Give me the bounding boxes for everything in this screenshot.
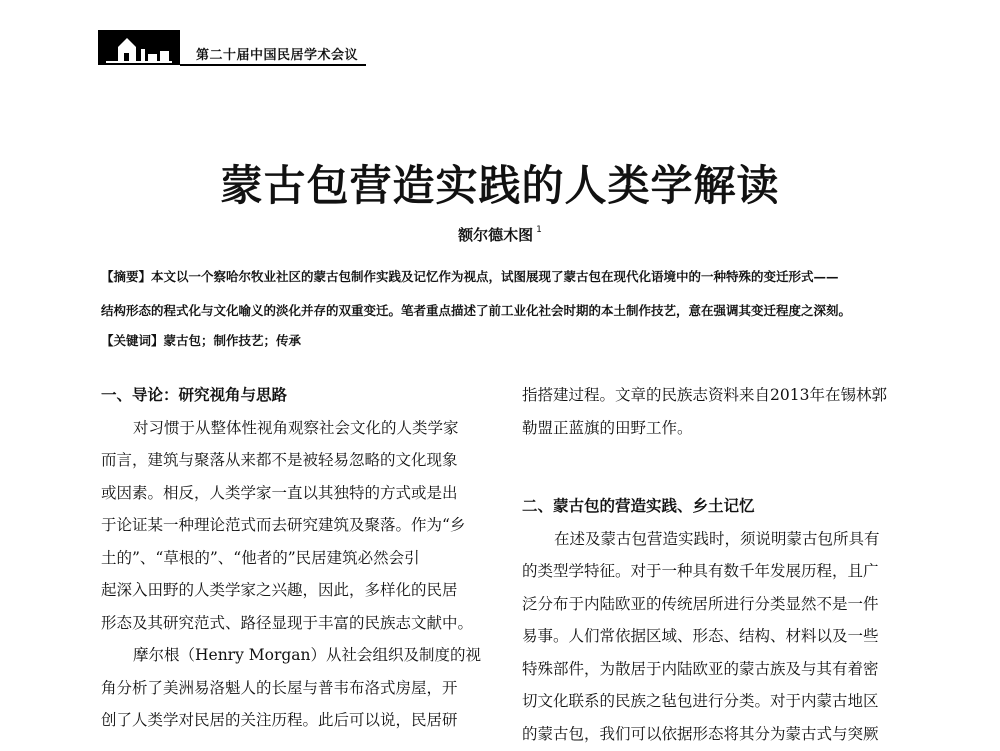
- right-column: [522, 379, 912, 750]
- body-line: 而言，建筑与聚落从来都不是被轻易忽略的文化现象: [101, 451, 458, 469]
- body-line: 勒盟正蓝旗的田野工作。: [522, 418, 693, 437]
- section-heading-1: 一、导论：研究视角与思路: [101, 386, 288, 404]
- abstract-line: 结构形态的程式化与文化喻义的淡化并存的双重变迁。笔者重点描述了前工业化社会时期的本土制作技艺，意在强调其变迁程度之深刻。: [101, 303, 852, 318]
- body-line: 摩尔根（Henry Morgan）从社会组织及制度的视: [133, 646, 482, 664]
- abstract: [101, 260, 907, 328]
- left-column: [101, 379, 491, 737]
- body-line: 易事。人们常依据区域、形态、结构、材料以及一些: [522, 627, 879, 645]
- body-line: 土的”、“草根的”、“他者的”民居建筑必然会引: [101, 548, 420, 567]
- keywords: 【关键词】蒙古包；制作技艺；传承: [101, 333, 302, 348]
- author-footnote: 1: [536, 225, 542, 235]
- author-name: 额尔德木图: [458, 226, 534, 244]
- conference-name: 第二十届中国民居学术会议: [196, 48, 359, 63]
- body-line: 的类型学特征。对于一种具有数千年发展历程，且广: [522, 562, 879, 580]
- body-line: 创了人类学对民居的关注历程。此后可以说，民居研: [101, 711, 458, 729]
- body-line: 切文化联系的民族之毡包进行分类。对于内蒙古地区: [522, 692, 879, 710]
- conference-logo: [98, 30, 180, 65]
- body-line: 泛分布于内陆欧亚的传统居所进行分类显然不是一件: [522, 594, 879, 613]
- body-line: 指搭建过程。文章的民族志资料来自2013年在锡林郭: [522, 386, 887, 404]
- body-line: 特殊部件，为散居于内陆欧亚的蒙古族及与其有着密: [522, 659, 879, 678]
- body-line: 形态及其研究范式、路径显现于丰富的民族志文献中。: [101, 613, 474, 632]
- paper-title: 蒙古包营造实践的人类学解读: [220, 161, 780, 210]
- section-heading-2: 二、蒙古包的营造实践、乡土记忆: [522, 497, 755, 515]
- body-line: 角分析了美洲易洛魁人的长屋与普韦布洛式房屋，开: [101, 678, 458, 697]
- body-line: 或因素。相反，人类学家一直以其独特的方式或是出: [101, 483, 458, 502]
- body-line: 的蒙古包，我们可以依据形态将其分为蒙古式与突厥: [522, 724, 879, 743]
- body-line: 在述及蒙古包营造实践时，须说明蒙古包所具有: [554, 529, 880, 548]
- house-silhouette-icon: [98, 30, 180, 65]
- abstract-line: 【摘要】本文以一个察哈尔牧业社区的蒙古包制作实践及记忆作为视点，试图展现了蒙古包在现代化语境中的一种特殊的变迁形式——: [101, 269, 839, 284]
- body-line: 对习惯于从整体性视角观察社会文化的人类学家: [133, 418, 459, 437]
- body-line: 于论证某一种理论范式而去研究建筑及聚落。作为“乡: [101, 516, 466, 534]
- header-rule: [180, 64, 366, 66]
- paper-author: [0, 224, 1000, 245]
- body-line: 起深入田野的人类学家之兴趣，因此，多样化的民居: [101, 581, 458, 599]
